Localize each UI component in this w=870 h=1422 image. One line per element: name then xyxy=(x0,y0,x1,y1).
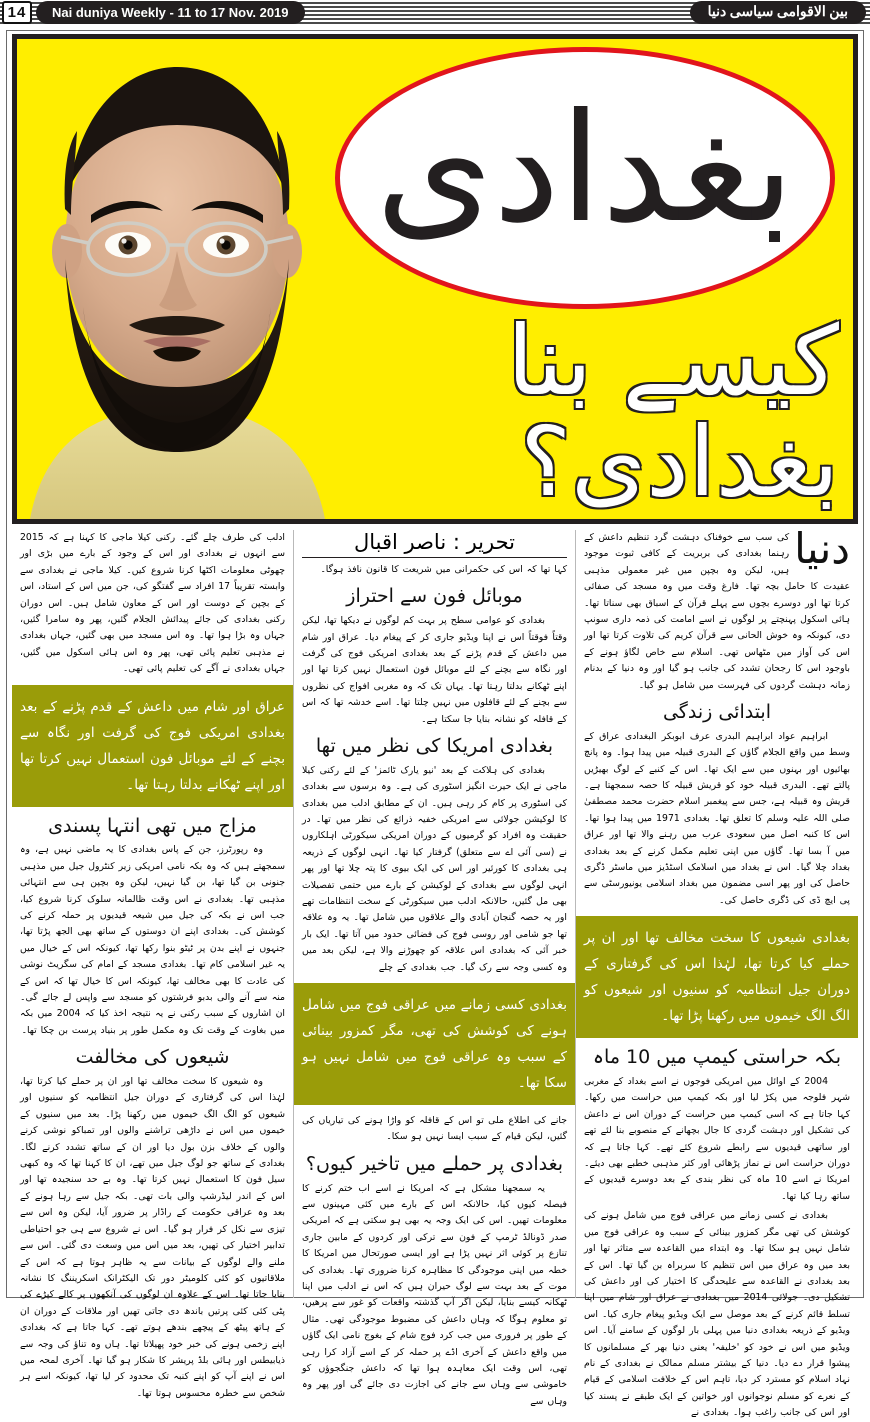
delay-paragraph: یہ سمجھنا مشکل ہے کہ امریکا نے اسے اب ختم کرنے کا فیصلہ کیوں کیا، حالانکہ اس کے بارے میں کئی مہینوں سے معلومات تھیں۔ اس کی ایک وجہ یہ بھی ہو سکتی ہے کہ امریکی صدر ڈونالڈ ٹرمپ کے فون سے ترکی اور کردوں کے مابین جاری تنازع پر کوئی اثر نہیں پڑا ہے اور ایسی صورتحال میں امریکا کا خطہ میں اپنی موجودگی کا مظاہرہ کرنا ضروری تھا۔ بغدادی کی موت کے بعد بہت سے لوگ حیران ہیں کہ اس نے ادلب میں اپنا ٹھکانہ کیسے بنایا، لیکن اگر آپ گذشتہ واقعات کو غور سے پرھیں، تو معلوم ہوگا کہ وہاں داعش کی مضبوط موجودگی تھی۔ مثال کے طور پر فروری میں جب کرد فوج شام کے بغوج نامی ایک گاؤں میں واقع داعش کے آخری اڈے پر حملہ کر کے اسے آزاد کرا رہی تھی، اس وقت ایک معاہدہ ہوا تھا کہ داعش جنگجوؤں کو خاموشی سے وہاں سے جانے کی اجازت دی جائے گی اور پھر وہ وہاں سے xyxy=(302,1182,567,1407)
america-paragraph-1: بغدادی کی ہلاکت کے بعد 'نیو یارک ٹائمز' کے لئے رکنی کیلا ماجی نے ایک حیرت انگیز اسٹوری کی ہے۔ وہ برسوں سے بغدادی کی اسٹوری پر کام کر رہی ہیں۔ ان کے مطابق ادلب میں بغدادی کا لوکیشن جولائی سے امریکی خفیہ ذرائع کی نظر میں تھا۔ در حقیقت وہ افراد کو گرمیوں کے دوران امریکی سیکورٹی اہلکاروں نے (سی آئی اے سے متعلق) گرفتار کیا تھا۔ انہی لوگوں کے ذریعہ ہی بغدادی کا کورئیر اور اس کی ایک بیوی کا پتہ چلا تھا اور پھر انہی لوگوں سے بغدادی کے لوکیشن کے بارے میں حتمی تفصیلات بھی مل گئیں، حالانکہ ادلب میں سیکورٹی کے سخت انتظامات تھے اور یہ حصہ گنجان آبادی والے علاقوں میں شامل تھا۔ یہ وہ علاقہ تھا جو شامی اور روسی فوج کی فضائی حدود میں آتا تھا۔ ایک بار خبر آئی کہ بغدادی اس علاقہ کو چھوڑنے والا ہے، لیکن بعد میں وہ کسی وجہ سے رک گیا۔ جب بغدادی کے چلے xyxy=(302,764,567,973)
left-top-paragraph: ادلب کی طرف چلے گئے۔ رکنی کیلا ماجی کا کہنا ہے کہ 2015 سے انہوں نے بغدادی اور اس کے وجود کے بارے میں بڑی اور چھوٹی معلومات اکٹھا کرنا شروع کیں۔ کیلا ماجی نے بغدادی سے وابستہ تقریباً 17 افراد سے گفتگو کی، جن میں اس کے استاد، اس کے بچپن کے دوست اور اس کے معاون شامل ہیں۔ اس دوران رکنی بغدادی کی جائے پیدائش الجلام گئیں، پھر وہ سامرا گئیں، جہاں وہ بڑا ہوا تھا۔ وہ اس مسجد میں بھی گئیں، جہاں بغدادی نے مذہبی تعلیم پائی تھی، پھر وہ اس ہائی اسکول میں گئیں، جہاں بغدادی نے آگے کی تعلیم پائی تھی۔ xyxy=(20,532,285,675)
sub-headline-text: کیسے بنا بغدادی؟ xyxy=(506,305,839,518)
pullquote-right: بغدادی شیعوں کا سخت مخالف تھا اور ان پر حملے کیا کرتا تھا، لہٰذا اس کی گرفتاری کے دوران جیل انتظامیہ کو سنیوں اور شیعوں کو الگ الگ خیموں میں رکھنا پڑا تھا۔ xyxy=(576,916,858,1038)
heading-extremism: مزاج میں تھی انتہا پسندی xyxy=(48,814,257,837)
heading-delay: بغدادی پر حملے میں تاخیر کیوں؟ xyxy=(305,1152,564,1175)
detention-paragraph-1: 2004 کے اوائل میں امریکی فوجوں نے اسے بغداد کے مغربی شہر فلوجہ میں پکڑ لیا اور بکہ کیمپ میں حراست میں رکھا۔ کہا جاتا ہے کہ اسی کیمپ میں حراست کے دوران اس نے داعش کی تشکیل اور دہشت گردی کا جال بچھانے کے منصوبے بنا لئے تھے اور ساتھی قیدیوں سے رابطے شروع کئے تھے۔ کہا جاتا ہے کہ دوران حراست اس نے نماز پڑھائی اور کثر مذہبی خطبے بھی دیئے۔ امریکا نے اسے 10 ماہ کی نظر بندی کے بعد دوسرے قیدیوں کے ساتھ رہا کیا تھا۔ xyxy=(584,1076,851,1202)
column-right xyxy=(576,524,858,1419)
drop-cap: دنیا xyxy=(794,524,850,573)
heading-detention: بکہ حراستی کیمپ میں 10 ماہ xyxy=(592,1046,842,1069)
headline-text: بغدادی xyxy=(375,82,795,256)
shia-paragraph: وہ شیعوں کا سخت مخالف تھا اور ان پر حملے کیا کرتا تھا، لہٰذا اس کی گرفتاری کے دوران جیل انتظامیہ کو سنیوں اور شیعوں کو الگ الگ خیموں میں رکھنا پڑا۔ بعد میں سنیوں کے خیموں میں اس نے داڑھی تراشنے والوں اور تمباکو نوشی کرنے والوں کے خلاف بزن بول دیا اور ان کے ساتھ تشدد کرنے لگا۔ بغدادی کے ساتھ جو لوگ جیل میں تھے، ان کا کہنا تھا کہ وہ کبھی سیل فون کا استعمال نہیں کرتا تھا۔ وہ بے حد سنجیدہ تھا اور اس کے اندر لیڈرشپ والی بات تھی۔ بکہ جیل سے رہا ہونے کے بعد وہ عراقی حکومت کے راڈار پر ضرور آیا، لیکن وہ اس سے تیزی سے نکل کر فرار ہو گیا۔ اس نے شروع سے ہی جو احتیاطی تدابیر اختیار کی تھیں، بعد میں اس میں وسعت دی گئی۔ اس سے ملنے والے لوگوں کے بیانات سے یہ ظاہر ہوتا ہے کہ اس کے ملاقاتیوں کو کئی کلومیٹر دور تک الیکٹرانک اسکریننگ کا نشانہ بنایا جاتا تھا۔ اس کے علاوہ ان لوگوں کی آنکھوں پر کالے کپڑے کی پٹی کئی کئی پرتیں باندھ دی جاتی تھیں اور ملاقات کے دوران ان کے ہاتھ پیٹھ کے پیچھے بندھے ہوتے تھے۔ کہا جاتا ہے کہ بغدادی اپنے زخمی ہونے کی خبر خود پھیلاتا تھا۔ ہاں وہ تناؤ کی وجہ سے ذیابیطس اور ہائی بلڈ پریشر کا شکار ہو گیا تھا۔ آخری لمحہ میں اس نے اپنے آپ کو اپنے کنبہ تک محدود کر لیا تھا، کیونکہ اسے ہر شخص سے خطرہ محسوس ہوتا تھا۔ xyxy=(20,1076,285,1399)
early-life-paragraph: ابراہیم عواد ابراہیم البدری عرف ابوبکر البغدادی عراق کے وسط میں واقع الجلام گاؤں کے البدری قبیلہ میں پیدا ہوا۔ وہ پانچ بھائیوں اور بہنوں میں سے ایک تھا۔ اس کے کنبے کے لوگ بھیڑیں پالتے تھے۔ البدری قبیلہ خود کو قریش قبیلہ کا حصہ سمجھتا ہے۔ قریش وہ قبیلہ ہے، جس سے پیغمبر اسلام حضرت محمد مصطفیٰ صلی اللہ علیہ وسلم کا تعلق تھا۔ بغدادی 1971 میں پیدا ہوا تھا۔ اس کا کنبہ اصل میں سعودی عرب میں رہنے والا تھا اور عراق میں آ بسا تھا۔ گاؤں میں اپنی تعلیم مکمل کرنے کے بعد بغدادی بغداد چلا گیا۔ اس نے بغداد میں اسلامک اسٹڈیز میں ماسٹر ڈگری حاصل کی اور پھر اسی مضمون میں بغداد اسلامی یونیورسٹی سے پی ایچ ڈی کی ڈگری حاصل کی۔ xyxy=(584,730,850,906)
america-paragraph-2: جانے کی اطلاع ملی تو اس کے قافلہ کو واڑا ہونے کی تیاریاں کی گئیں، لیکن قیام کے سبب ایسا نہیں ہو سکا۔ xyxy=(302,1115,567,1143)
pullquote-left: عراق اور شام میں داعش کے قدم پڑنے کے بعد بغدادی امریکی فوج کی گرفت اور نگاہ سے بچنے کے لئے موبائل فون استعمال نہیں کرتا تھا اور اپنے ٹھکانے بدلتا رہتا تھا۔ xyxy=(12,685,293,807)
middle-top-paragraph: کہا تھا کہ اس کی حکمرانی میں شریعت کا قانون نافذ ہوگا۔ xyxy=(320,564,567,575)
headline-banner xyxy=(12,34,858,524)
detention-paragraph-2: بغدادی نے کسی زمانے میں عراقی فوج میں شامل ہونے کی کوشش کی تھی مگر کمزور بینائی کے سبب وہ عراقی فوج میں شامل نہیں ہو سکا تھا۔ وہ ابتداء میں القاعدہ سے متاثر تھا اور بعد میں وہ عراق میں اس تنظیم کا سربراہ بن گیا تھا۔ اس کے بعد بغدادی نے القاعدہ سے علیحدگی کا اختیار کی اور داعش کی تشکیل دی۔ جولائی 2014 میں بغدادی نے عراق اور شام میں اپنا تسلط قائم کرنے کے بعد موصل سے ایک ویڈیو پیغام جاری کیا۔ اس ویڈیو کے ذریعہ بغدادی دنیا میں پہلی بار لوگوں کے سامنے آیا۔ اس ویڈیو میں اس نے خود کو 'خلیفہ' یعنی دنیا بھر کے مسلمانوں کا پیشوا قرار دے دیا۔ دنیا کے بیشتر مسلم ممالک نے بغدادی کے نام نہاد اسلام کو مسترد کر دیا، تاہم اس کے خلافت اسلامی کے قیام کے نعرے کو مسلم نوجوانوں اور خواتین کے ایک طبقے نے پسند کیا اور اس کی جانب راغب ہوا۔ بغدادی نے xyxy=(584,1210,851,1419)
mobile-paragraph: بغدادی کو عوامی سطح پر بہت کم لوگوں نے دیکھا تھا، لیکن وقتاً فوقتاً اس نے اپنا ویڈیو جاری کر کے پیغام دیا۔ عراق اور شام میں داعش کے قدم پڑنے کے بعد بغدادی امریکی فوج کی گرفت اور نگاہ سے بچنے کے لئے موبائل فون استعمال نہیں کرتا تھا اور اپنے ٹھکانے بدلتا رہتا تھا۔ یہاں تک کہ وہ مغربی افواج کی نظروں سے بچنے کے لئے قافلوں میں نہیں چلتا تھا۔ اسے خدشہ تھا کہ اس کے قافلہ کو نشانہ بنایا جا سکتا ہے۔ xyxy=(302,615,567,725)
heading-early-life: ابتدائی زندگی xyxy=(662,701,772,724)
publication-title: Nai duniya Weekly - 11 to 17 Nov. 2019 xyxy=(36,1,305,24)
heading-america-watch: بغدادی امریکا کی نظر میں تھا xyxy=(315,735,554,757)
article-byline: تحریر : ناصر اقبال xyxy=(302,530,567,558)
column-left xyxy=(12,530,294,1399)
heading-mobile-phone: موبائل فون سے احتراز xyxy=(346,585,523,608)
article-columns xyxy=(12,524,858,1419)
heading-shia-opposition: شیعوں کی مخالفت xyxy=(75,1046,230,1069)
subject-photo xyxy=(17,39,347,519)
lead-paragraph-text: کی سب سے خوفناک دہشت گرد تنظیم داعش کے رہنما بغدادی کی بربریت کے کافی ثبوت موجود ہیں، لیکن وہ بچپن میں غیر معمولی مذہبی عقیدت کا حامل بچہ تھا۔ فارغ وقت میں وہ مسجد کی صفائی کرتا تھا اور دوسرے بچوں سے پہلے قرآن کے اسباق بھی سناتا تھا۔ ہائی اسکول پہنچتے پر لوگوں نے اسے امامت کی ذمہ داری سونپ دی، کیونکہ وہ خوش الحانی سے قرآن کریم کی تلاوت کرتا تھا اور اس کی آواز میں مٹھاس تھی۔ اسلام سے خاص لگاؤ ہونے کے باوجود اس کا رجحان تشدد کی جانب ہو گیا اور وہ دنیا کے بدنام زمانہ دہشت گردوں کی فہرست میں شامل ہو گیا۔ xyxy=(584,532,850,691)
page-number-badge: 14 xyxy=(2,1,32,24)
portrait-image xyxy=(25,39,330,519)
pullquote-middle: بغدادی کسی زمانے میں عراقی فوج میں شامل ہونے کی کوشش کی تھی، مگر کمزور بینائی کے سبب وہ عراقی فوج میں شامل نہیں ہو سکا تھا۔ xyxy=(294,983,575,1105)
headline-banner-inner xyxy=(17,39,853,519)
masthead xyxy=(0,0,870,26)
headline-oval xyxy=(335,47,835,309)
extremism-paragraph: وہ رپورٹرز، جن کے پاس بغدادی کا یہ ماضی نہیں ہے، وہ سمجھتے ہیں کہ وہ بکہ نامی امریکی زیر کنٹرول جیل میں مذہبی جنونی بن گیا تھا، بن گیا نہیں، لیکن وہ بچپن ہی سے انتہائی مذہبی تھا۔ بغدادی نے اس وقت ظالمانہ سلوک کرنا شروع کیا، جب اس نے بکہ کی جیل میں شیعہ قیدیوں پر حملہ کرنے کی کوشش کی۔ بغدادی اپنے ان دوستوں کے ساتھ بھی الجھ پڑتا تھا، جنہوں نے اپنے بدن پر ٹیٹو بنوا رکھا تھا، کیونکہ اس کے خیال میں یہ غیر اسلامی کام تھا۔ بغدادی مسجد کے امام کی سگریٹ نوشی کی عادت کا بھی مخالف تھا، کیونکہ اس کا خیال تھا کہ اس کے منہ سے آنے والی بدبو فرشتوں کو مسجد سے واپس لے جائے گی۔ ان اشاروں کے سبب رکنی نے یہ نتیجہ اخذ کیا کہ 2004 میں بکہ میں بغاوت کے وقت تک وہ مکمل طور پر بنیاد پرست بن چکا تھا۔ xyxy=(20,844,285,1036)
column-middle xyxy=(294,530,576,1407)
lead-paragraph xyxy=(584,524,850,694)
section-title-urdu: بین الاقوامی سیاسی دنیا xyxy=(690,1,866,24)
